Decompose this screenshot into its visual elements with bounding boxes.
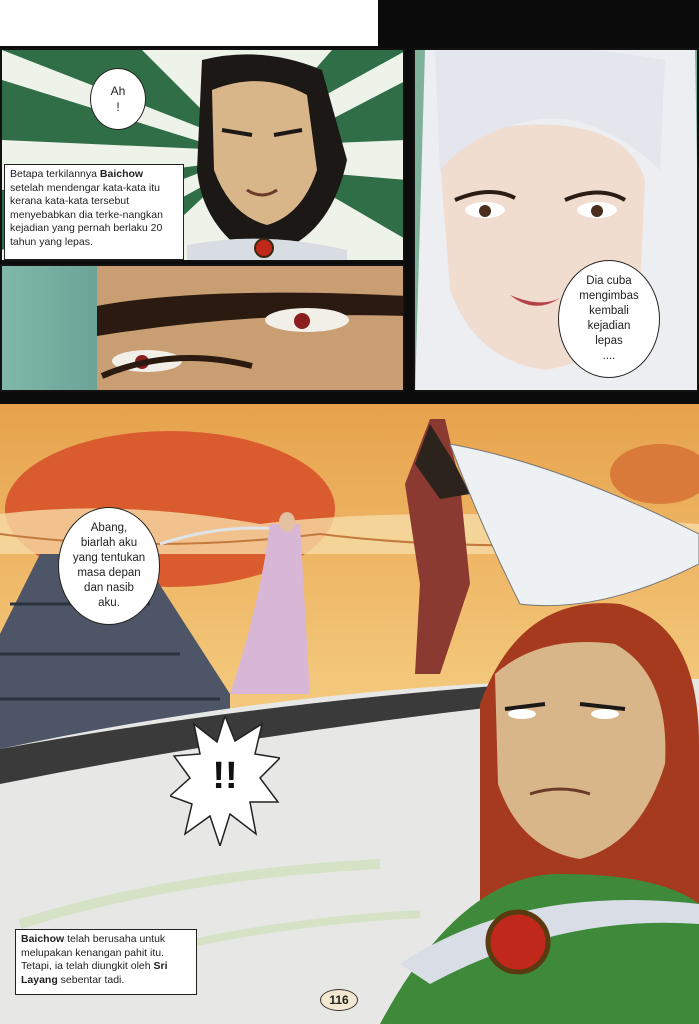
panel-sunset-scene <box>0 404 699 1024</box>
speech-text: Ah ! <box>110 84 126 114</box>
speech-bubble-abang <box>58 507 160 625</box>
narration-caption-bottom: Baichow telah berusaha untuk melupakan kenangan pahit itu. Tetapi, ia telah diungkit oleh Sri Layang sebentar tadi. <box>15 929 197 995</box>
page-number: 116 <box>320 989 358 1011</box>
top-margin-block <box>0 0 378 46</box>
speech-text: Abang, biarlah aku yang tentukan masa depan dan nasib aku. <box>72 522 146 609</box>
speech-text: Dia cuba mengimbas kembali kejadian lepas .... <box>579 275 639 362</box>
exclamation-burst-text: !! <box>212 755 238 797</box>
speech-bubble-dia-cuba <box>558 260 660 378</box>
speech-bubble-ah <box>90 68 146 130</box>
eyes-closeup-illustration <box>2 266 405 392</box>
narration-caption-top: Betapa terkilannya Baichow setelah mendengar kata-kata itu kerana kata-kata tersebut menyebabkan dia terke-nangkan kejadian yang pernah berlaku 20 tahun yang lepas. <box>4 164 184 260</box>
panel-eyes-closeup <box>0 264 405 392</box>
panel-shocked-baichow <box>0 48 405 262</box>
panel-white-haired-woman <box>413 48 699 392</box>
